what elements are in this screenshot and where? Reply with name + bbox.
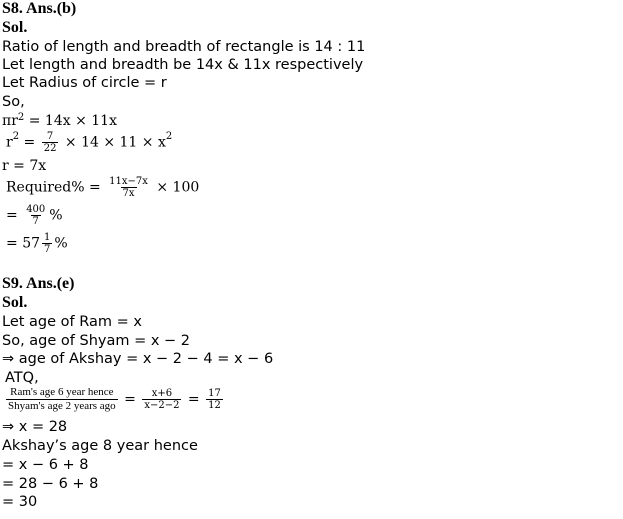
s9-answer-heading: S9. Ans.(e) bbox=[2, 275, 75, 292]
s9-ratio-equation bbox=[4, 386, 225, 413]
equals-sign: = bbox=[119, 391, 141, 408]
eq2-denominator: 22 bbox=[43, 143, 57, 154]
s8-area-equation bbox=[2, 112, 117, 130]
eq2-numerator: 7 bbox=[46, 131, 54, 142]
req-numerator: 11x−7x bbox=[109, 176, 148, 187]
result-numerator: 400 bbox=[26, 204, 46, 215]
eq2-mid: = bbox=[19, 134, 40, 151]
eq2-fraction bbox=[42, 131, 59, 154]
s8-r-squared-equation bbox=[6, 131, 172, 154]
x-numerator: x+6 bbox=[151, 388, 173, 399]
mixed-numerator: 1 bbox=[44, 232, 51, 243]
req-denominator: 7x bbox=[122, 188, 135, 199]
age-ratio-fraction bbox=[6, 386, 118, 413]
equals-sign: = bbox=[6, 207, 23, 224]
s8-solution-label: Sol. bbox=[2, 19, 28, 36]
s9-shyam-age: So, age of Shyam = x − 2 bbox=[2, 333, 191, 349]
mixed-fraction bbox=[42, 232, 52, 255]
equals-sign: = bbox=[183, 391, 205, 408]
req-fraction bbox=[107, 176, 150, 199]
s9-x-value: ⇒ x = 28 bbox=[2, 419, 68, 435]
value-numerator: 17 bbox=[208, 388, 221, 399]
s9-solution-label: Sol. bbox=[2, 294, 28, 311]
eq2-square: 2 bbox=[12, 131, 20, 142]
age-ratio-numerator: Ram's age 6 year hence bbox=[10, 386, 114, 398]
eq2-left: r bbox=[6, 134, 13, 151]
s9-akshay-age: ⇒ age of Akshay = x − 2 − 4 = x − 6 bbox=[2, 351, 274, 367]
req-label: Required% = bbox=[6, 179, 106, 196]
x-denominator: x−2−2 bbox=[144, 400, 180, 411]
eq1-right: = 14x × 11x bbox=[24, 113, 117, 129]
percent-sign: % bbox=[49, 207, 63, 224]
s9-step1: = x − 6 + 8 bbox=[2, 457, 89, 473]
s9-step2: = 28 − 6 + 8 bbox=[2, 476, 99, 492]
eq2-x-square: 2 bbox=[165, 131, 173, 142]
s8-r-value: r = 7x bbox=[2, 158, 47, 174]
s8-required-percent bbox=[6, 176, 199, 199]
result-fraction bbox=[24, 204, 47, 227]
s8-so-label: So, bbox=[2, 94, 25, 110]
s8-length-breadth: Let length and breadth be 14x & 11x respectively bbox=[2, 57, 364, 73]
percent-sign: % bbox=[54, 235, 68, 252]
req-right: × 100 bbox=[151, 179, 200, 196]
s9-ram-age: Let age of Ram = x bbox=[2, 314, 142, 330]
s9-akshay-future-label: Akshay’s age 8 year hence bbox=[2, 438, 198, 454]
age-ratio-denominator: Shyam's age 2 years ago bbox=[8, 400, 116, 412]
result-denominator: 7 bbox=[32, 216, 39, 227]
x-fraction bbox=[142, 388, 181, 411]
eq2-right: × 14 × 11 × x bbox=[60, 134, 166, 151]
equals-sign: = bbox=[6, 235, 23, 252]
s8-fraction-result bbox=[6, 204, 63, 227]
value-denominator: 12 bbox=[208, 400, 221, 411]
eq1-left: πr bbox=[2, 113, 18, 129]
value-fraction bbox=[206, 388, 223, 411]
eq1-square: 2 bbox=[17, 112, 25, 123]
mixed-whole: 57 bbox=[22, 235, 41, 252]
s9-atq-label: ATQ, bbox=[5, 370, 39, 386]
s9-result: = 30 bbox=[2, 494, 38, 510]
mixed-denominator: 7 bbox=[44, 244, 51, 255]
s8-mixed-result bbox=[6, 232, 68, 255]
s8-radius-statement: Let Radius of circle = r bbox=[2, 75, 167, 91]
s8-answer-heading: S8. Ans.(b) bbox=[2, 0, 77, 17]
s8-ratio-statement: Ratio of length and breadth of rectangle is 14 : 11 bbox=[2, 39, 366, 55]
